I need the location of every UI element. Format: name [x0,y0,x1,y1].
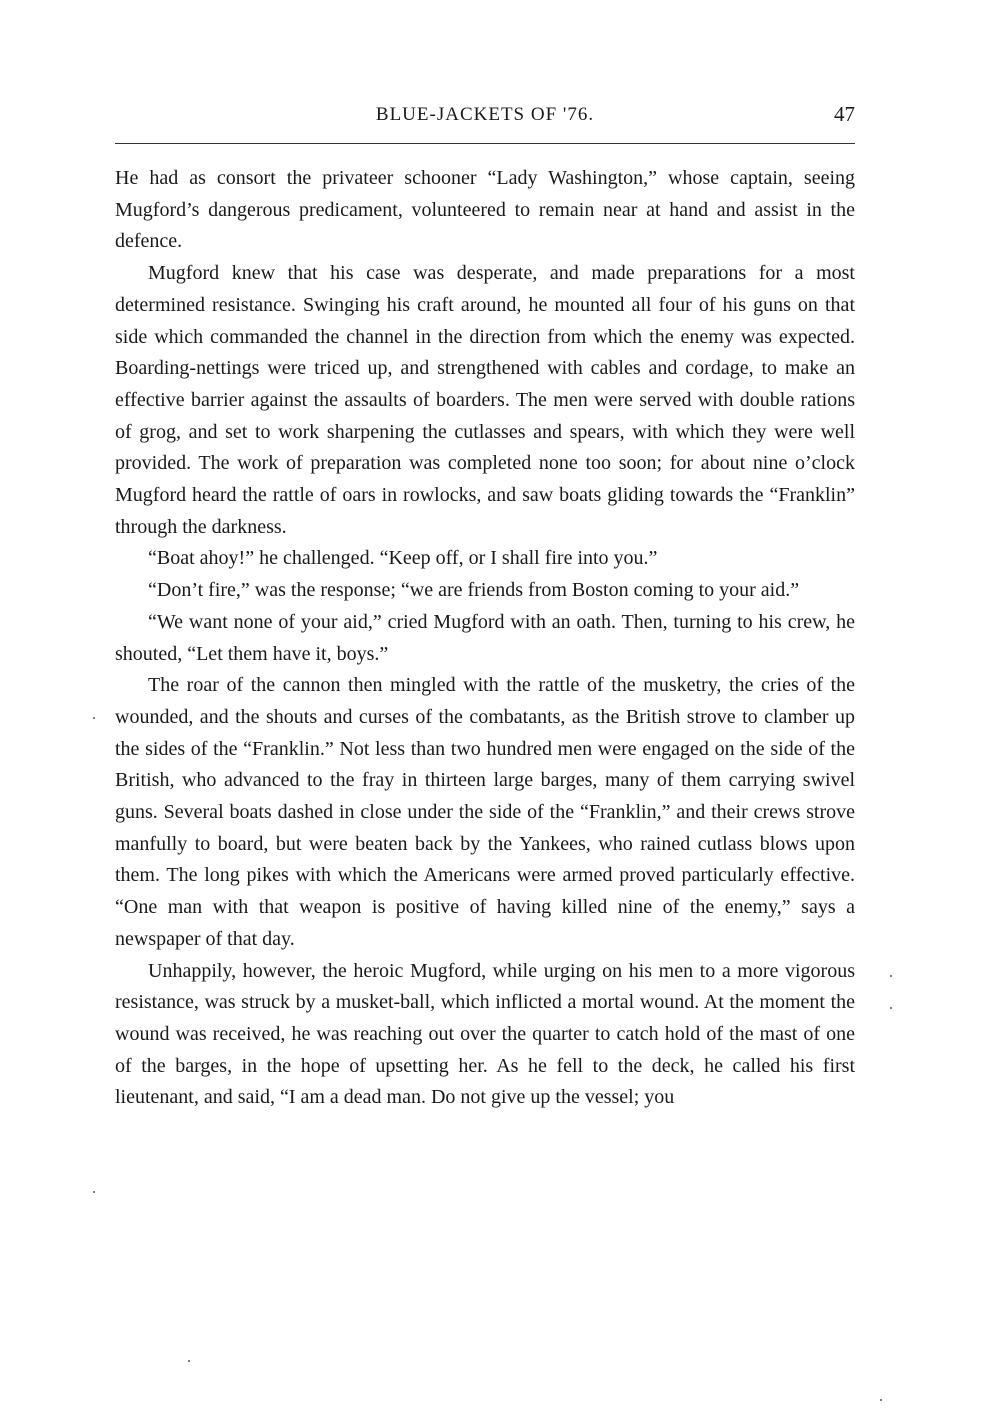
paragraph-4: “Don’t fire,” was the response; “we are friends from Boston coming to your aid.” [148,579,800,602]
body-text [115,163,855,1114]
speck [890,1007,892,1009]
page-header [115,100,855,134]
speck [890,975,892,977]
paragraph-6: The roar of the cannon then mingled with the rattle of the musketry, the cries of the wounded, and the shouts and curses of the combatants, as the British strove to clamber up the sides of the “Franklin.” Not less than two hundred men were engaged on the side of the British, who advanced to the fray in thirteen large barges, many of them carrying swivel guns. Several boats dashed in close under the side of the “Franklin,” and their crews strove manfully to board, but were beaten back by the Yankees, who rained cutlass blows upon them. The long pikes with which the Americans were armed proved particularly effective. “One man with that weapon is positive of having killed nine of the enemy,” says a newspaper of that day. [115,674,855,950]
paragraph-7: Unhappily, however, the heroic Mugford, while urging on his men to a more vigorous resistance, was struck by a musket-ball, which inflicted a mortal wound. At the moment the wound was received, he was reaching out over the quarter to catch hold of the mast of one of the barges, in the hope of upsetting her. As he fell to the deck, he called his first lieutenant, and said, “I am a dead man. Do not give up the vessel; you [115,959,855,1109]
speck [93,717,95,719]
speck [93,1191,95,1193]
running-title: BLUE-JACKETS OF '76. [375,104,595,125]
header-rule [115,143,855,144]
paragraph-3: “Boat ahoy!” he challenged. “Keep off, or I shall fire into you.” [148,547,658,570]
speck [880,1399,882,1401]
speck [188,1360,190,1362]
page-number: 47 [834,102,855,126]
paragraph-5: “We want none of your aid,” cried Mugford with an oath. Then, turning to his crew, he shouted, “Let them have it, boys.” [115,610,855,665]
paragraph-1: He had as consort the privateer schooner “Lady Washington,” whose captain, seeing Mugford’s dangerous predicament, volunteered to remain near at hand and assist in the defence. [115,167,855,253]
paragraph-2: Mugford knew that his case was desperate, and made preparations for a most determined resistance. Swinging his craft around, he mounted all four of his guns on that side which commanded the channel in the direction from which the enemy was expected. Boarding-nettings were triced up, and strengthened with cables and cordage, to make an effective barrier against the assaults of boarders. The men were served with double rations of grog, and set to work sharpening the cutlasses and spears, with which they were well provided. The work of preparation was completed none too soon; for about nine o’clock Mugford heard the rattle of oars in rowlocks, and saw boats gliding towards the “Franklin” through the darkness. [115,262,855,538]
